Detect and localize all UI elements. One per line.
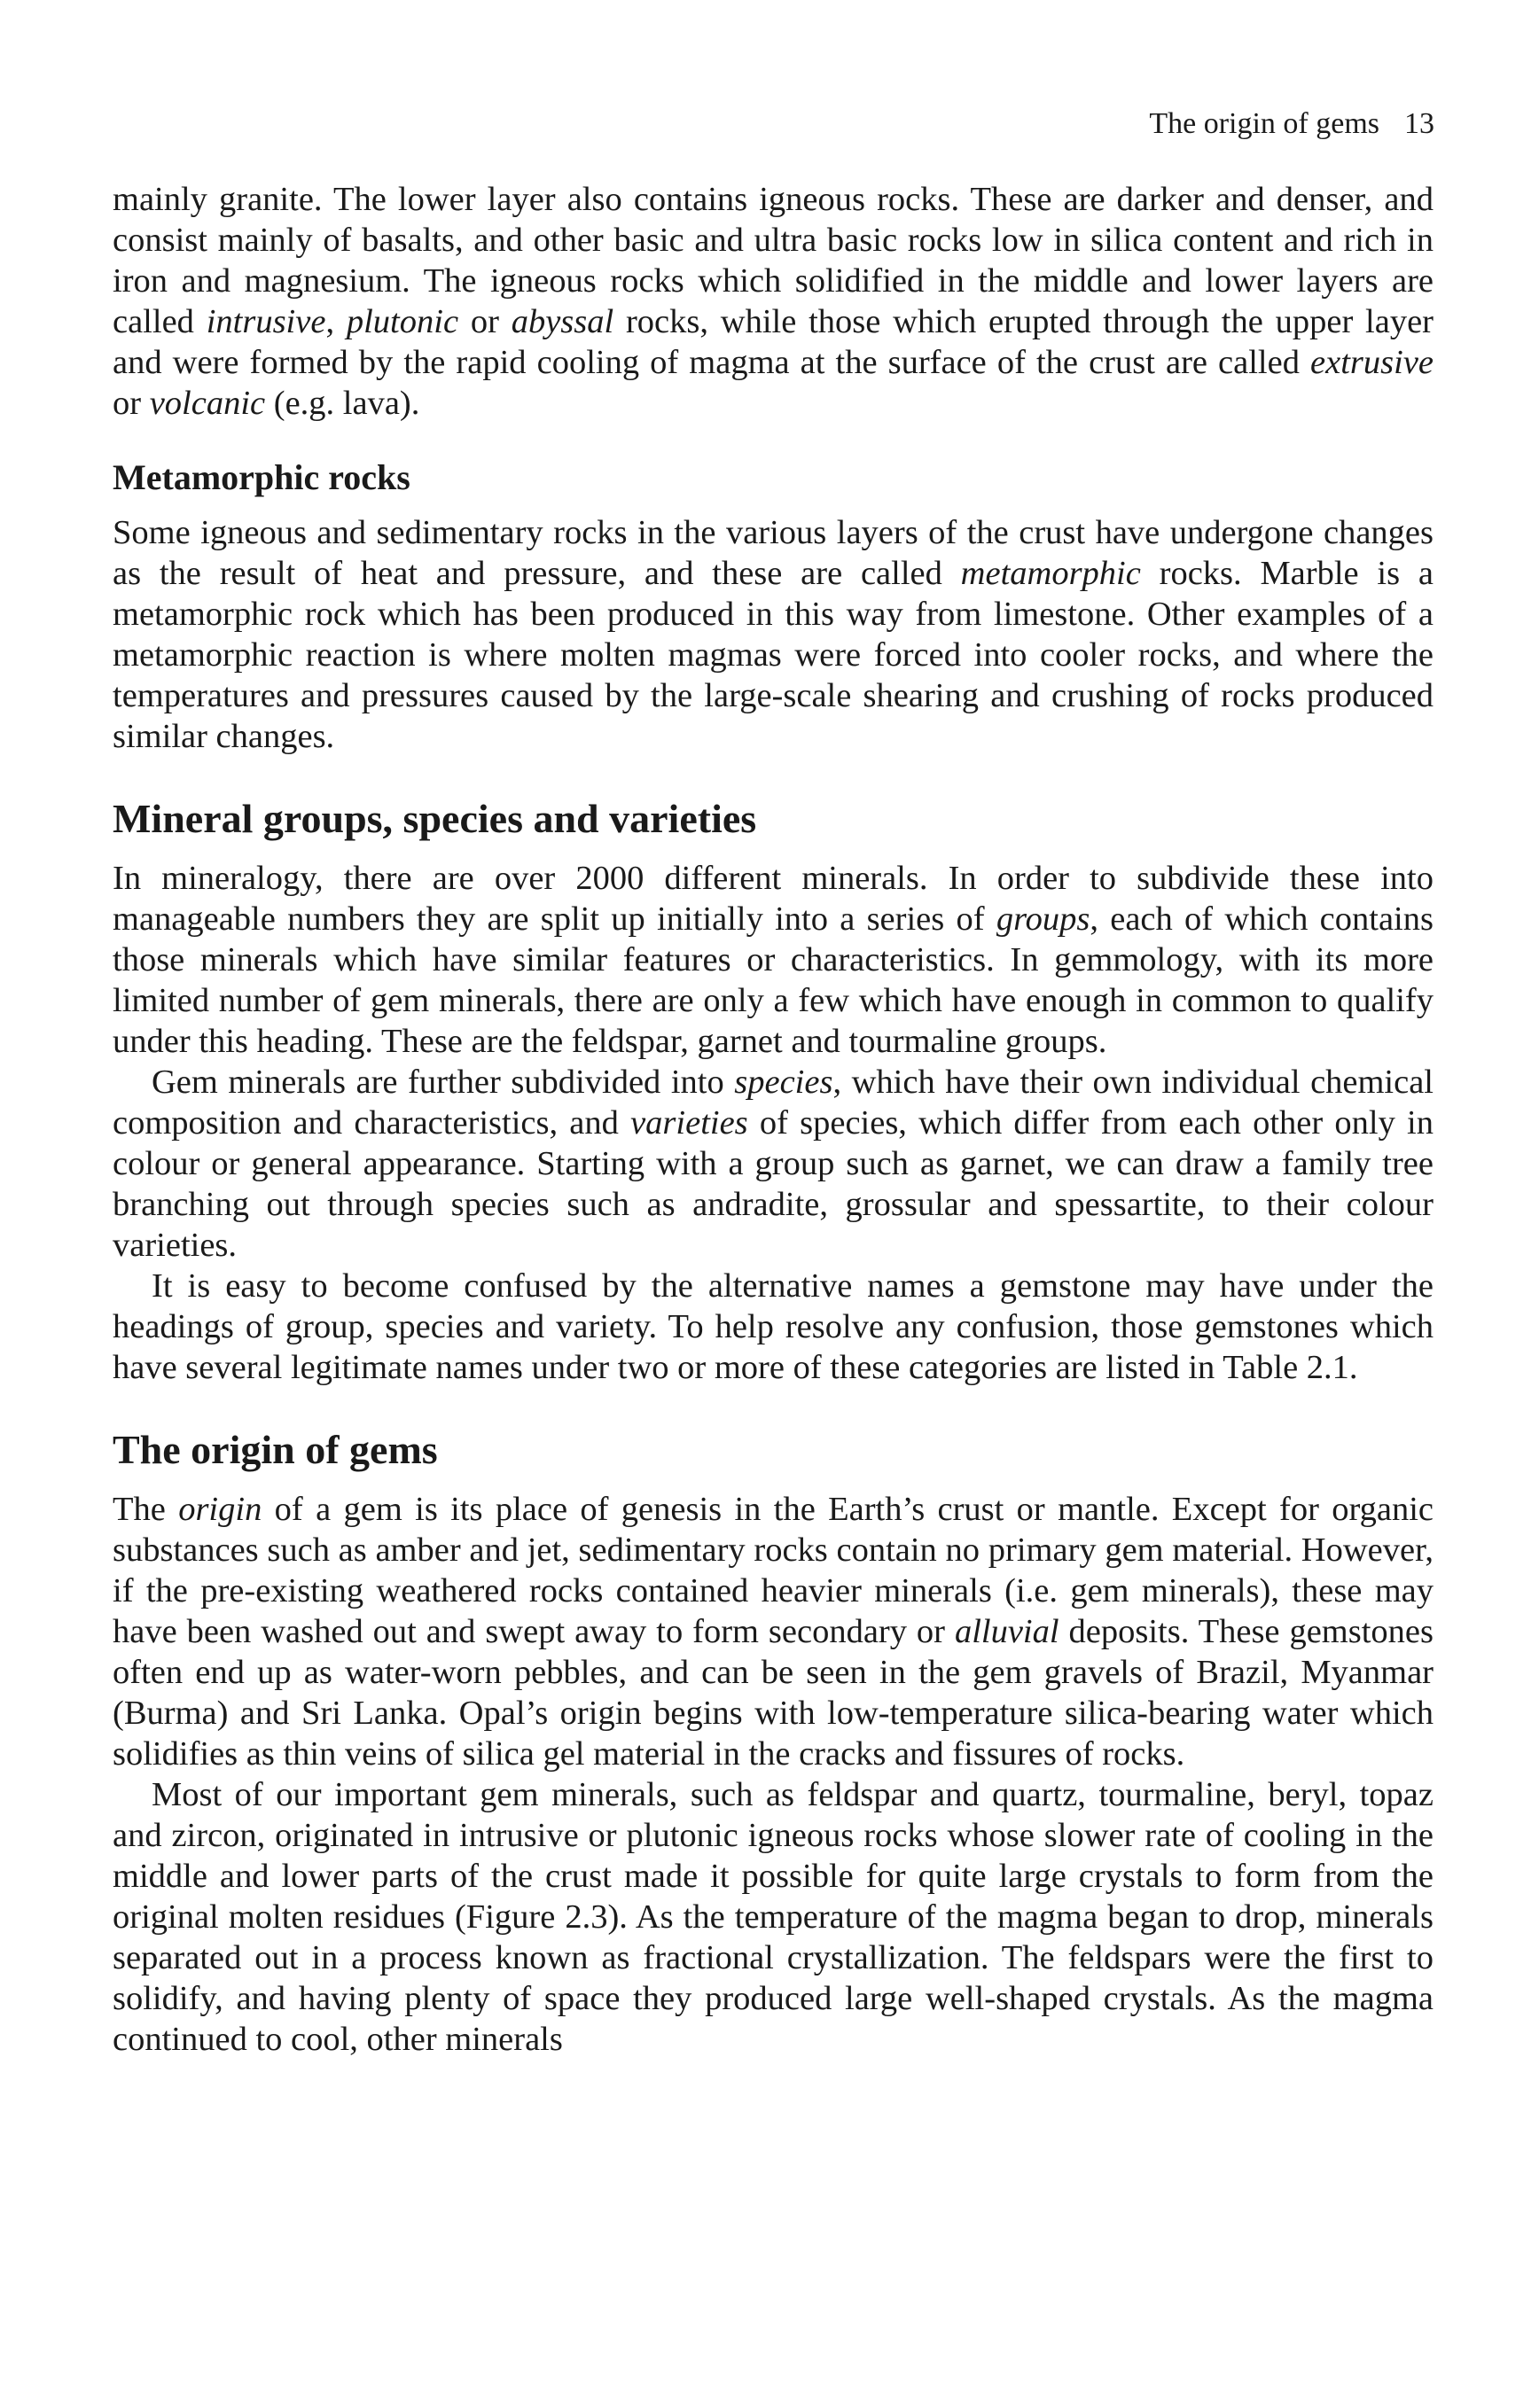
text-run: deposits. These gemstones often end up as water-worn pebbles, and can be seen in the gem gravels of Brazil, Myanmar (Burma) and Sri Lanka. Opal’s origin begins with low-temperature silica-bearing water which solidifies as thin veins of silica gel material in the cracks and fissures of rocks. <box>113 1613 1434 1773</box>
text-run: or <box>458 303 512 340</box>
emphasis-term: varieties <box>630 1104 748 1142</box>
paragraph <box>113 1489 1434 1774</box>
text-run: , each of which contains those minerals which have similar features or characteristics. In gemmology, with its more limited number of gem minerals, there are only a few which have enough in common to qualify under this heading. These are the feldspar, garnet and tourmaline groups. <box>113 900 1434 1060</box>
emphasis-term: extrusive <box>1310 344 1434 381</box>
text-run: of species, which differ from each other only in colour or general appearance. Starting with a group such as garnet, we can draw a family tree branching out through species such as andradite, grossular and spessartite, to their colour varieties. <box>113 1104 1434 1264</box>
emphasis-term: metamorphic <box>960 555 1141 592</box>
text-run: mainly granite. The lower layer also contains igneous rocks. These are darker and denser, and consist mainly of basalts, and other basic and ultra basic rocks low in silica content and rich in iron and magnesium. The igneous rocks which solidified in the middle and lower layers are called <box>113 181 1434 340</box>
emphasis-term: species <box>734 1064 833 1101</box>
text-run: or <box>113 385 150 422</box>
text-run: It is easy to become confused by the alternative names a gemstone may have under the headings of group, species and variety. To help resolve any confusion, those gemstones which have several legitimate names under two or more of these categories are listed in Table 2.1. <box>113 1267 1434 1386</box>
text-run: rocks. Marble is a metamorphic rock which has been produced in this way from limestone. Other examples of a metamorphic reaction is where molten magmas were forced into cooler rocks, and where the temperatures and pressures caused by the large-scale shearing and crushing of rocks produced similar changes. <box>113 555 1434 755</box>
paragraph-continued <box>113 179 1434 424</box>
running-head <box>1149 105 1434 144</box>
section-heading-metamorphic-rocks: Metamorphic rocks <box>113 457 410 497</box>
paragraph <box>113 512 1434 757</box>
emphasis-term: abyssal <box>511 303 614 340</box>
text-run: , <box>325 303 347 340</box>
text-run: Gem minerals are further subdivided into <box>152 1064 735 1101</box>
emphasis-term: origin <box>178 1491 262 1528</box>
page-number: 13 <box>1404 107 1434 140</box>
emphasis-term: groups <box>996 900 1090 938</box>
paragraph <box>113 1774 1434 2060</box>
paragraph <box>113 1062 1434 1266</box>
text-run: (e.g. lava). <box>265 385 420 422</box>
text-run: , which have their own individual chemical composition and characteristics, and <box>113 1064 1434 1142</box>
text-run: Most of our important gem minerals, such as feldspar and quartz, tourmaline, beryl, topaz and zircon, originated in intrusive or plutonic igneous rocks whose slower rate of cooling in the middle and lower parts of the crust made it possible for quite large crystals to form from the original molten residues (Figure 2.3). As the temperature of the magma began to drop, minerals separated out in a process known as fractional crystallization. The feldspars were the first to solidify, and having plenty of space they produced large well-shaped crystals. As the magma continued to cool, other minerals <box>113 1776 1434 2058</box>
text-run: rocks, while those which erupted through the upper layer and were formed by the rapid cooling of magma at the surface of the crust are called <box>113 303 1434 381</box>
section-heading-origin-of-gems: The origin of gems <box>113 1427 438 1472</box>
emphasis-term: volcanic <box>149 385 266 422</box>
paragraph <box>113 1266 1434 1388</box>
emphasis-term: plutonic <box>346 303 459 340</box>
running-title: The origin of gems <box>1149 107 1379 140</box>
text-run: of a gem is its place of genesis in the Earth’s crust or mantle. Except for organic substances such as amber and jet, sedimentary rocks contain no primary gem material. However, if the pre-existing weathered rocks contained heavier minerals (i.e. gem minerals), these may have been washed out and swept away to form secondary or <box>113 1491 1434 1650</box>
text-run: Some igneous and sedimentary rocks in the various layers of the crust have undergone changes as the result of heat and pressure, and these are called <box>113 514 1434 592</box>
paragraph <box>113 858 1434 1062</box>
text-run: In mineralogy, there are over 2000 different minerals. In order to subdivide these into manageable numbers they are split up initially into a series of <box>113 860 1434 938</box>
section-heading-mineral-groups: Mineral groups, species and varieties <box>113 796 757 841</box>
text-run: The <box>113 1491 179 1528</box>
body-text <box>113 179 1434 2060</box>
emphasis-term: intrusive <box>206 303 326 340</box>
emphasis-term: alluvial <box>954 1613 1059 1650</box>
